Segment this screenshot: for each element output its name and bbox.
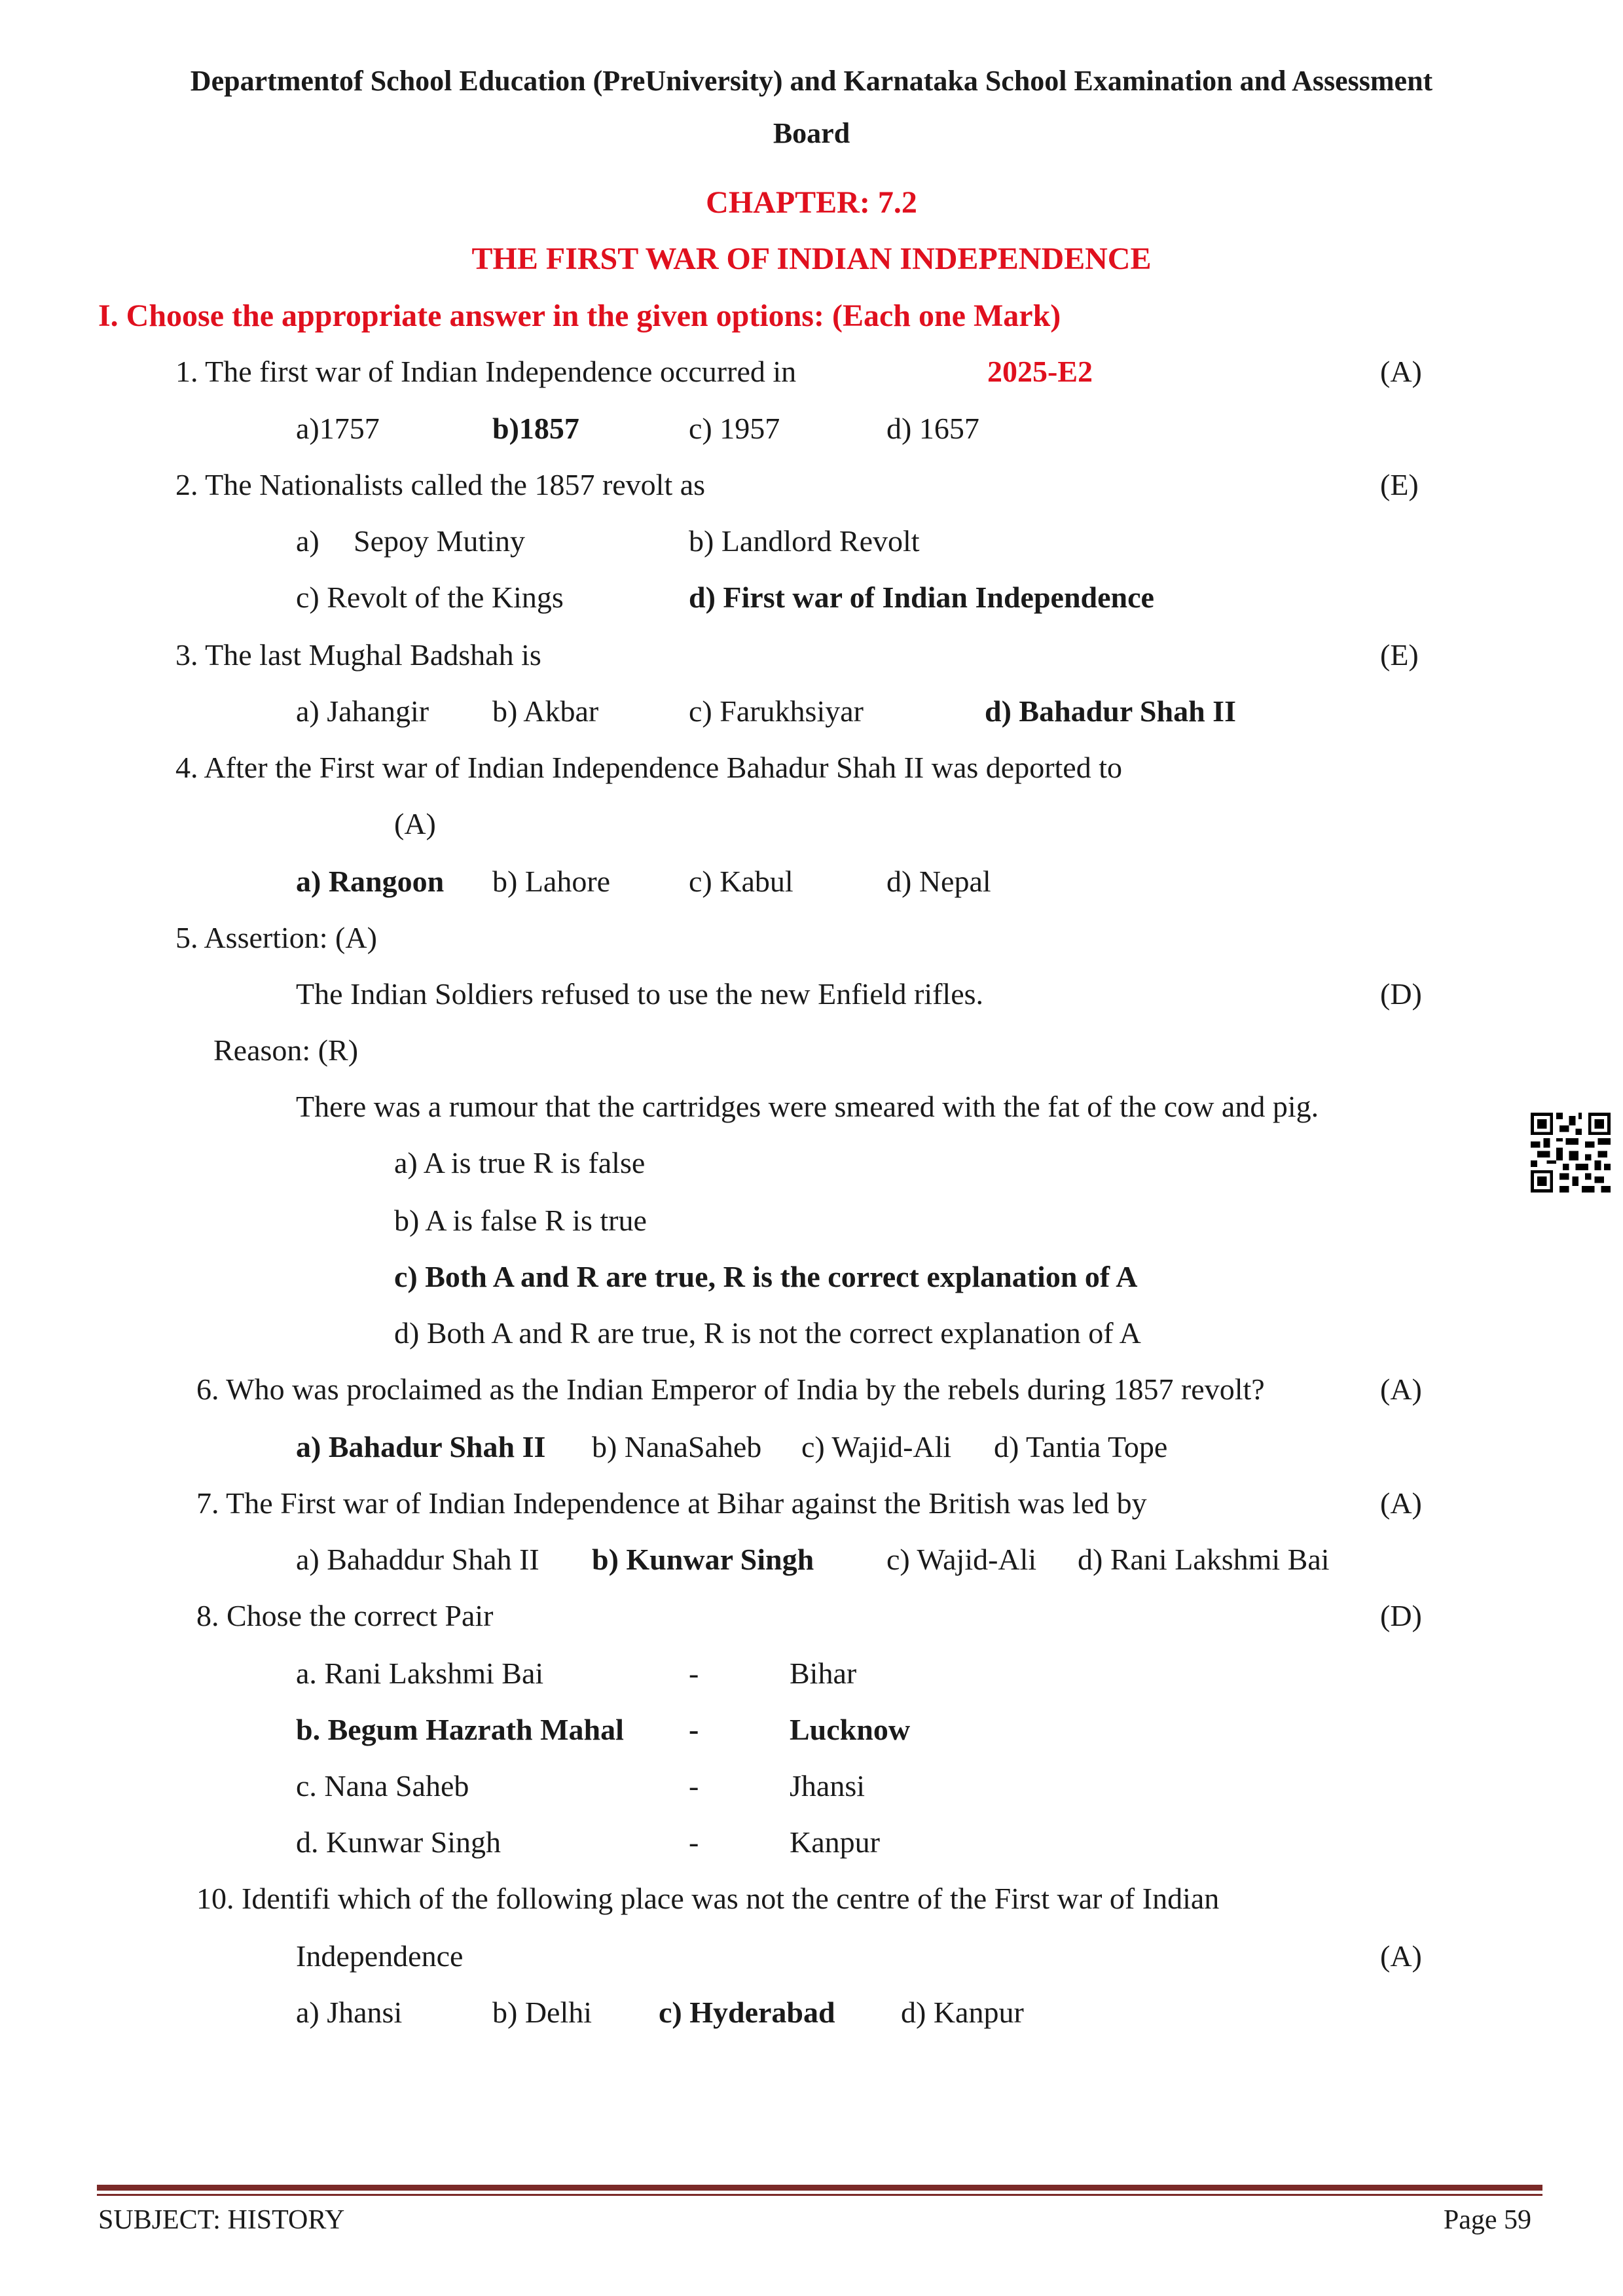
q6-option-b: b) NanaSaheb bbox=[592, 1430, 762, 1463]
q7-option-b: b) Kunwar Singh bbox=[592, 1543, 814, 1576]
q6-option-c: c) Wajid-Ali bbox=[801, 1430, 952, 1463]
board-header-line1: Departmentof School Education (PreUniversity) and Karnataka School Examination and Assessment bbox=[190, 65, 1433, 97]
board-header-line2: Board bbox=[773, 117, 850, 149]
q3-option-c: c) Farukhsiyar bbox=[689, 694, 864, 728]
q6-option-d: d) Tantia Tope bbox=[994, 1430, 1168, 1463]
q8-pair-dash: - bbox=[689, 1769, 699, 1803]
q10-option-c: c) Hyderabad bbox=[659, 1996, 835, 2029]
q2-option-d: d) First war of Indian Independence bbox=[689, 581, 1154, 614]
q4-option-b: b) Lahore bbox=[492, 865, 611, 898]
q7-option-a: a) Bahaddur Shah II bbox=[296, 1543, 539, 1576]
q6-text: 6. Who was proclaimed as the Indian Emperor of India by the rebels during 1857 revolt? bbox=[196, 1372, 1265, 1406]
q5-reason: There was a rumour that the cartridges were smeared with the fat of the cow and pig. bbox=[296, 1090, 1319, 1123]
q4-level: (A) bbox=[394, 807, 436, 840]
q6-option-a: a) Bahadur Shah II bbox=[296, 1430, 546, 1463]
q4-option-d: d) Nepal bbox=[886, 865, 991, 898]
q5-reason-label: Reason: (R) bbox=[213, 1033, 359, 1067]
q1-option-c: c) 1957 bbox=[689, 412, 780, 445]
q8-pair-left: a. Rani Lakshmi Bai bbox=[296, 1657, 544, 1690]
q3-option-b: b) Akbar bbox=[492, 694, 599, 728]
chapter-title: THE FIRST WAR OF INDIAN INDEPENDENCE bbox=[471, 242, 1152, 276]
q5-level: (D) bbox=[1380, 977, 1422, 1011]
footer-subject: SUBJECT: HISTORY bbox=[98, 2205, 345, 2235]
q8-pair-dash: - bbox=[689, 1713, 699, 1746]
q1-option-a: a)1757 bbox=[296, 412, 380, 445]
q2-level: (E) bbox=[1380, 468, 1419, 501]
q8-text: 8. Chose the correct Pair bbox=[196, 1599, 494, 1632]
q3-level: (E) bbox=[1380, 638, 1419, 672]
q5-option-c: c) Both A and R are true, R is the correct explanation of A bbox=[394, 1260, 1138, 1293]
q2-option-a: Sepoy Mutiny bbox=[354, 524, 525, 558]
q5-option-b: b) A is false R is true bbox=[394, 1204, 647, 1237]
q6-level: (A) bbox=[1380, 1372, 1422, 1406]
q1-text: 1. The first war of Indian Independence occurred in bbox=[175, 355, 797, 388]
q4-text: 4. After the First war of Indian Independence Bahadur Shah II was deported to bbox=[175, 751, 1122, 784]
q1-option-d: d) 1657 bbox=[886, 412, 979, 445]
q2-option-c: c) Revolt of the Kings bbox=[296, 581, 564, 614]
q2-option-a-letter: a) bbox=[296, 524, 319, 558]
q8-pair-right: Kanpur bbox=[790, 1825, 880, 1859]
q5-assertion-label: 5. Assertion: (A) bbox=[175, 921, 377, 954]
q10-option-b: b) Delhi bbox=[492, 1996, 593, 2029]
q8-pair-left: c. Nana Saheb bbox=[296, 1769, 469, 1803]
q3-text: 3. The last Mughal Badshah is bbox=[175, 638, 541, 672]
footer-rule-thin bbox=[97, 2194, 1542, 2196]
q8-pair-left: d. Kunwar Singh bbox=[296, 1825, 501, 1859]
q5-option-a: a) A is true R is false bbox=[394, 1146, 646, 1179]
q5-assertion: The Indian Soldiers refused to use the new Enfield rifles. bbox=[296, 977, 984, 1011]
q10-text-continued: Independence bbox=[296, 1939, 464, 1973]
q7-level: (A) bbox=[1380, 1486, 1422, 1520]
q8-pair-dash: - bbox=[689, 1825, 699, 1859]
section-heading: I. Choose the appropriate answer in the given options: (Each one Mark) bbox=[98, 298, 1061, 333]
q1-option-b: b)1857 bbox=[492, 412, 579, 445]
q10-level: (A) bbox=[1380, 1939, 1422, 1973]
q2-option-b: b) Landlord Revolt bbox=[689, 524, 920, 558]
q7-option-d: d) Rani Lakshmi Bai bbox=[1078, 1543, 1330, 1576]
q10-option-d: d) Kanpur bbox=[901, 1996, 1024, 2029]
q8-pair-right: Jhansi bbox=[790, 1769, 865, 1803]
q1-level: (A) bbox=[1380, 355, 1422, 388]
q7-text: 7. The First war of Indian Independence at Bihar against the British was led by bbox=[196, 1486, 1147, 1520]
q1-tag: 2025-E2 bbox=[987, 355, 1093, 388]
q8-pair-right: Lucknow bbox=[790, 1713, 911, 1746]
q7-option-c: c) Wajid-Ali bbox=[886, 1543, 1037, 1576]
q5-option-d: d) Both A and R are true, R is not the correct explanation of A bbox=[394, 1316, 1141, 1350]
q4-option-c: c) Kabul bbox=[689, 865, 793, 898]
q2-text: 2. The Nationalists called the 1857 revolt as bbox=[175, 468, 706, 501]
footer-page-number: Page 59 bbox=[1443, 2205, 1531, 2235]
q4-option-a: a) Rangoon bbox=[296, 865, 445, 898]
q8-pair-dash: - bbox=[689, 1657, 699, 1690]
q10-option-a: a) Jhansi bbox=[296, 1996, 403, 2029]
q8-level: (D) bbox=[1380, 1599, 1422, 1632]
q8-pair-left: b. Begum Hazrath Mahal bbox=[296, 1713, 624, 1746]
qr-code-icon bbox=[1531, 1113, 1611, 1193]
chapter-number: CHAPTER: 7.2 bbox=[706, 185, 917, 220]
q3-option-d: d) Bahadur Shah II bbox=[985, 694, 1236, 728]
footer-rule-thick bbox=[97, 2185, 1542, 2191]
q8-pair-right: Bihar bbox=[790, 1657, 857, 1690]
q3-option-a: a) Jahangir bbox=[296, 694, 429, 728]
q10-text: 10. Identifi which of the following place was not the centre of the First war of Indian bbox=[196, 1882, 1220, 1915]
